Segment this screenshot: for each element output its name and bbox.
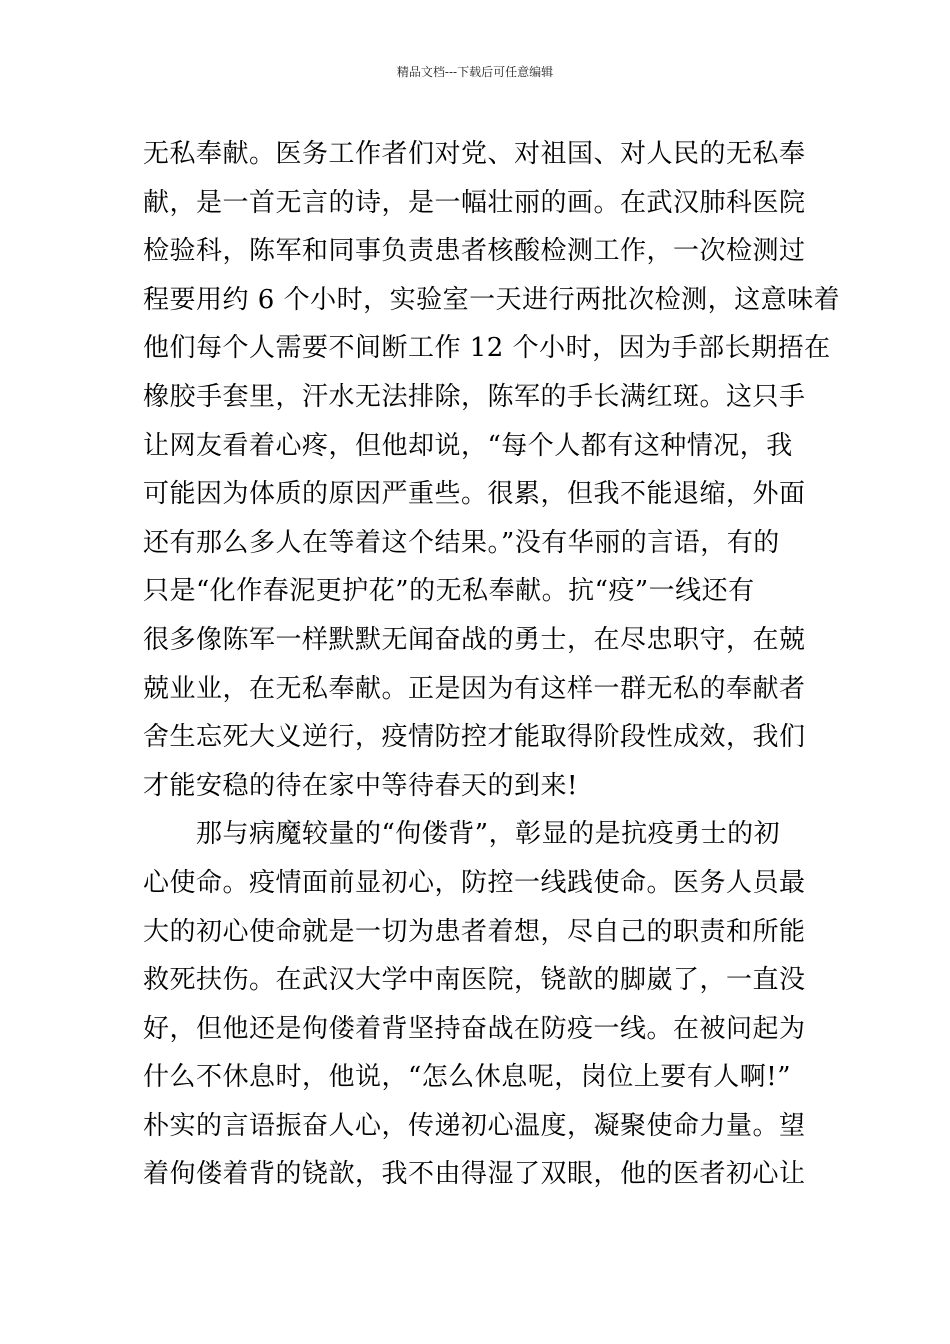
text-line: 献，是一首无言的诗，是一幅壮丽的画。在武汉肺科医院 xyxy=(143,187,806,218)
text-line: 只是“化作春泥更护花”的无私奉献。抗“疫”一线还有 xyxy=(143,576,755,607)
text-line: 可能因为体质的原因严重些。很累，但我不能退缩，外面 xyxy=(143,479,806,510)
text-line: 兢业业，在无私奉献。正是因为有这样一群无私的奉献者 xyxy=(143,673,806,704)
text-line: 救死扶伤。在武汉大学中南医院，铙歆的脚崴了，一直没 xyxy=(143,965,806,996)
document-body xyxy=(143,130,841,1199)
page-header: 精品文档---下载后可任意编辑 xyxy=(396,65,554,79)
text-line: 程要用约 6 个小时，实验室一天进行两批次检测，这意味着 xyxy=(143,284,841,315)
text-line: 舍生忘死大义逆行，疫情防控才能取得阶段性成效，我们 xyxy=(143,722,806,753)
text-line: 检验科，陈军和同事负责患者核酸检测工作，一次检测过 xyxy=(143,236,806,267)
text-line: 心使命。疫情面前显初心，防控一线践使命。医务人员最 xyxy=(143,867,806,898)
text-line: 好，但他还是佝偻着背坚持奋战在防疫一线。在被问起为 xyxy=(143,1013,806,1044)
text-line: 朴实的言语振奋人心，传递初心温度，凝聚使命力量。望 xyxy=(143,1110,806,1141)
paragraph-start-line: 那与病魔较量的“佝偻背”，彰显的是抗疫勇士的初 xyxy=(143,819,781,850)
text-line: 什么不休息时，他说，“怎么休息呢，岗位上要有人啊!” xyxy=(143,1062,792,1093)
text-line: 无私奉献。医务工作者们对党、对祖国、对人民的无私奉 xyxy=(143,139,806,169)
text-line: 很多像陈军一样默默无闻奋战的勇士，在尽忠职守，在兢 xyxy=(143,624,806,655)
text-line: 才能安稳的待在家中等待春天的到来! xyxy=(143,770,578,801)
text-line: 着佝偻着背的铙歆，我不由得湿了双眼，他的医者初心让 xyxy=(143,1159,806,1190)
text-line: 还有那么多人在等着这个结果。”没有华丽的言语，有的 xyxy=(143,527,780,558)
text-line: 橡胶手套里，汗水无法排除，陈军的手长满红斑。这只手 xyxy=(143,381,806,412)
text-line: 让网友看着心疼，但他却说，“每个人都有这种情况，我 xyxy=(143,430,793,461)
text-line: 他们每个人需要不间断工作 12 个小时，因为手部长期捂在 xyxy=(143,333,831,364)
text-line: 大的初心使命就是一切为患者着想，尽自己的职责和所能 xyxy=(143,916,806,947)
